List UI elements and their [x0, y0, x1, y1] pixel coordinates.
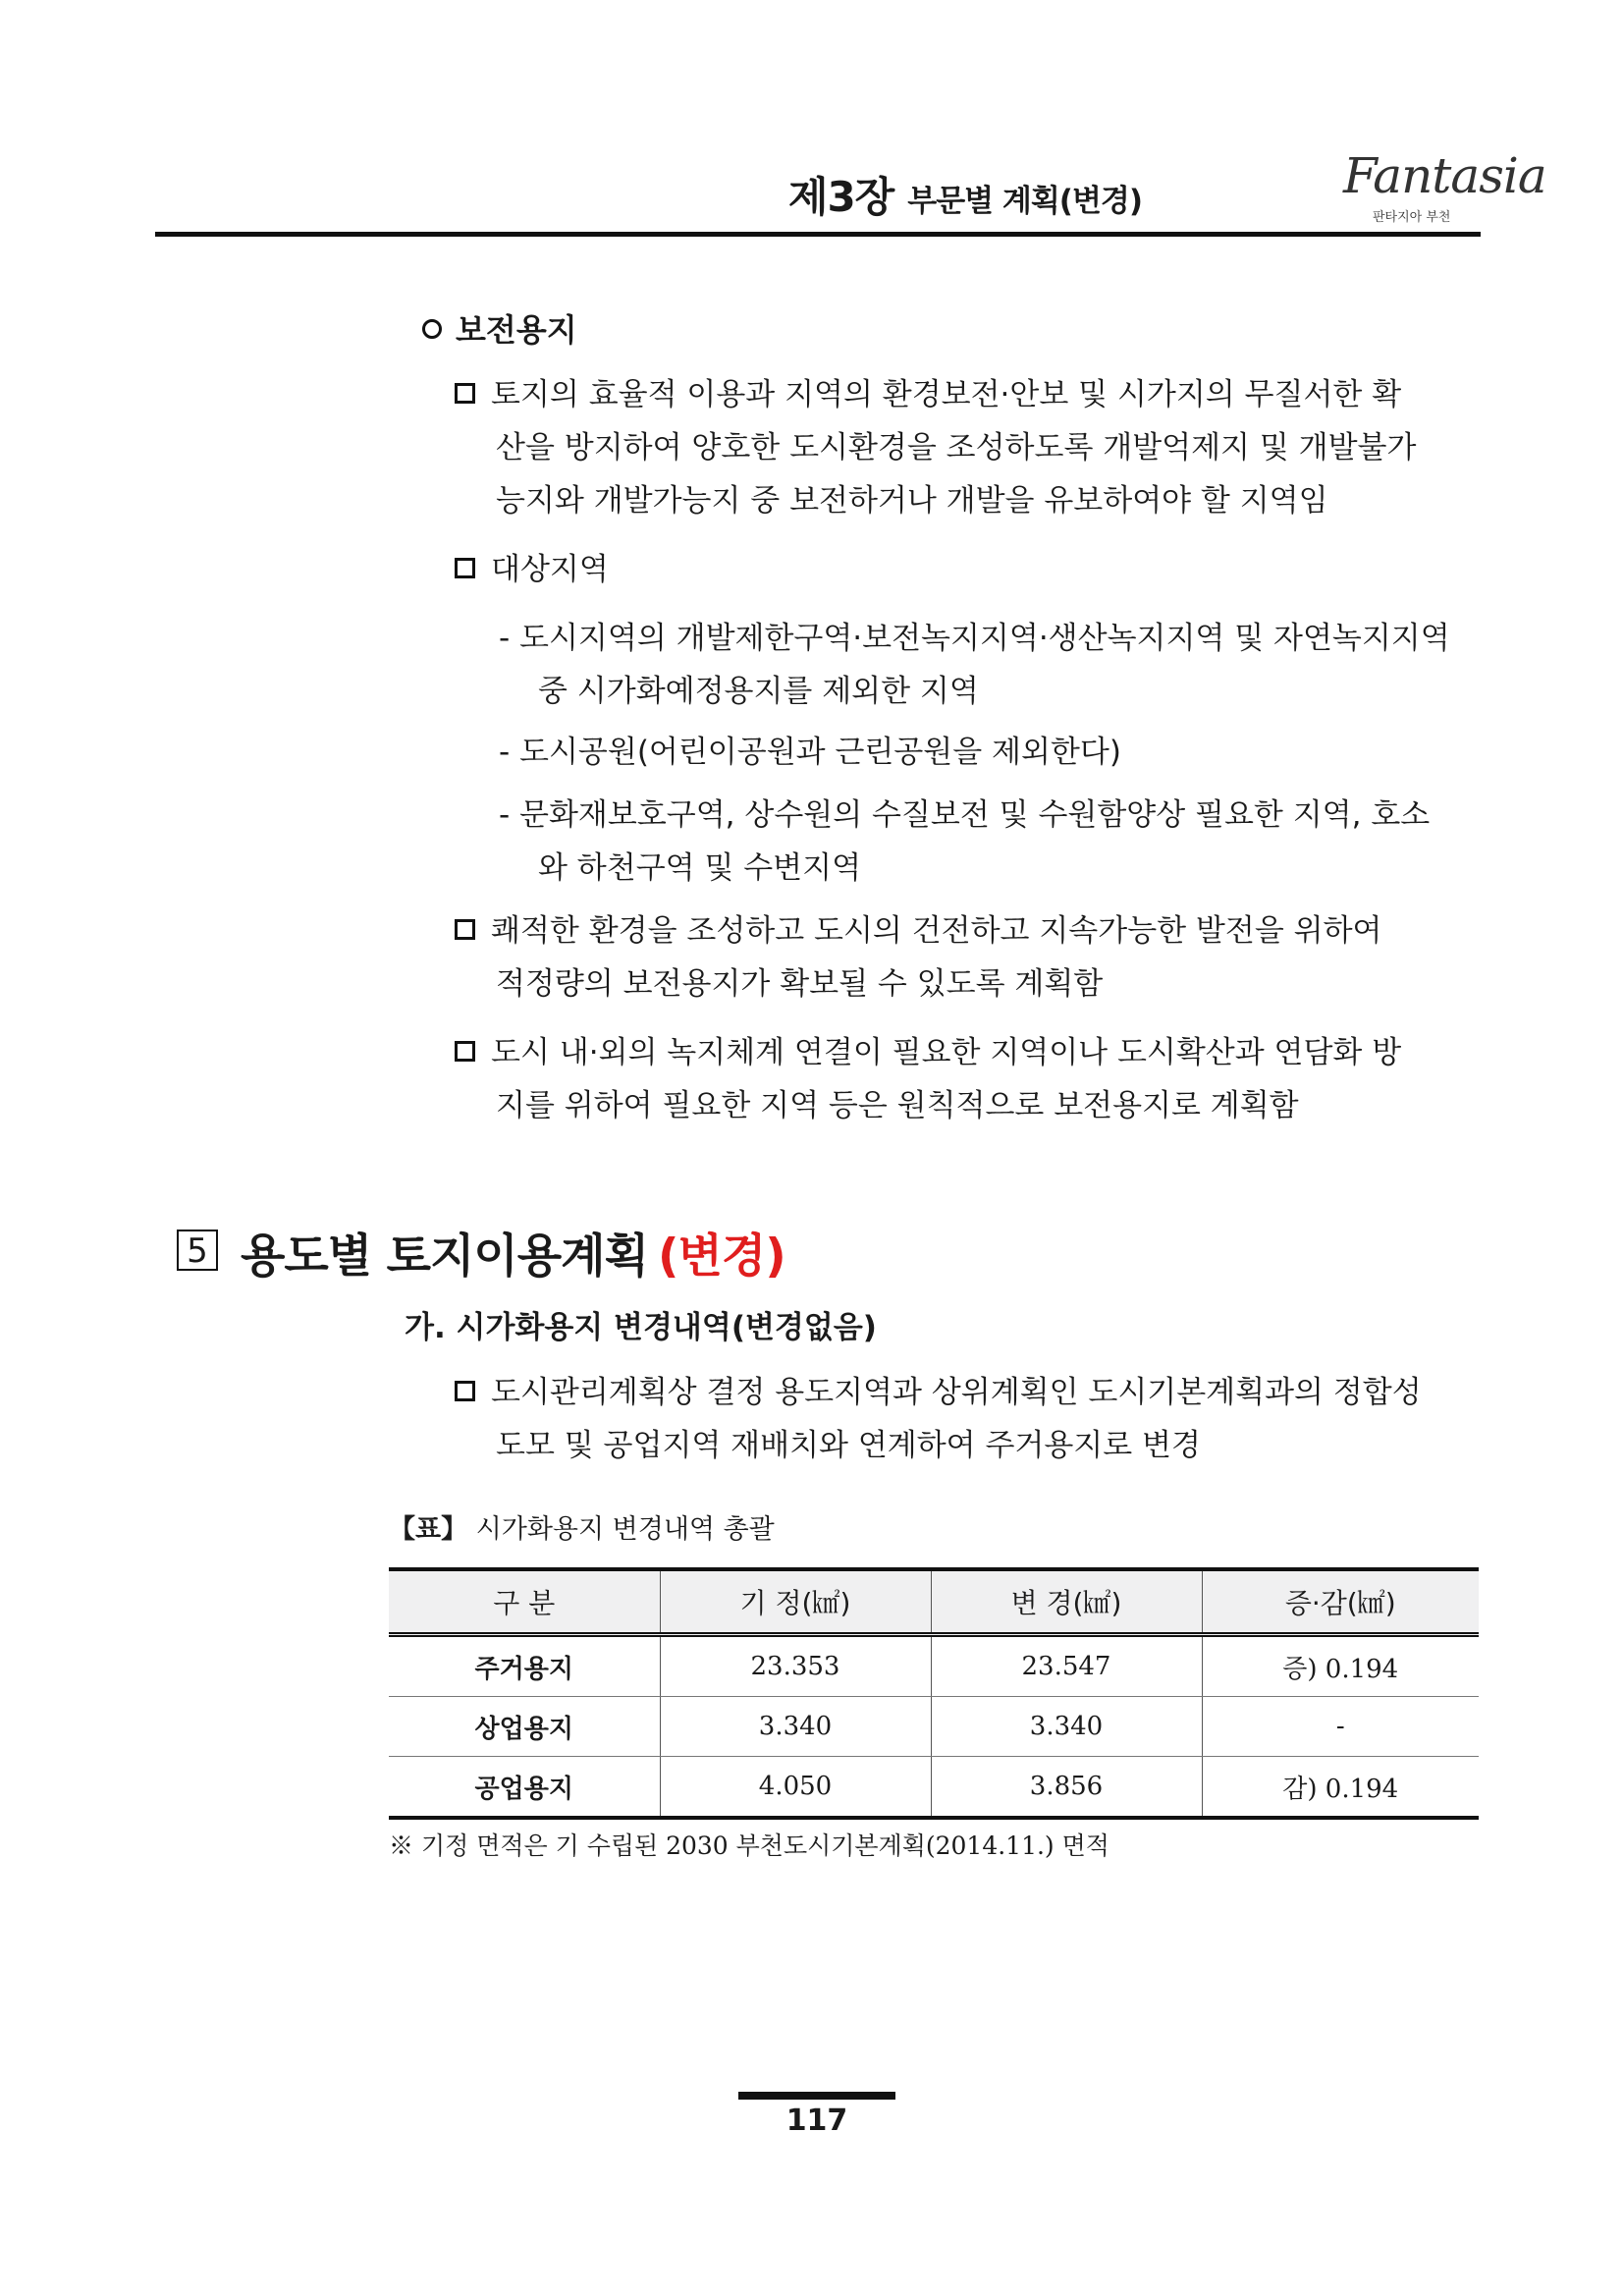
- square-bullet-icon: [455, 558, 475, 578]
- row-label: 주거용지: [389, 1635, 660, 1697]
- square-bullet-icon: [455, 919, 475, 940]
- paragraph-3-line-2: 적정량의 보전용지가 확보될 수 있도록 계획함: [496, 966, 1104, 1002]
- chapter-number: 제3장: [787, 173, 894, 221]
- table-header-row: [389, 1569, 1479, 1635]
- page-number: 117: [785, 2104, 848, 2138]
- table-cell: 증) 0.194: [1202, 1635, 1479, 1697]
- row-label: 상업용지: [389, 1697, 660, 1757]
- table-cell: 3.340: [931, 1697, 1202, 1757]
- chapter-subtitle: 부문별 계획(변경): [907, 184, 1142, 219]
- table-note: ※ 기정 면적은 기 수립된 2030 부천도시기본계획(2014.11.) 면적: [389, 1831, 1109, 1860]
- table-caption: 【표】 시가화용지 변경내역 총괄: [389, 1514, 775, 1545]
- section-paragraph-line-2: 도모 및 공업지역 재배치와 연계하여 주거용지로 변경: [496, 1428, 1201, 1463]
- table-row: [389, 1697, 1479, 1757]
- table-cell: 3.340: [660, 1697, 931, 1757]
- section-title-change: (변경): [657, 1230, 785, 1284]
- subsection-title: 가. 시가화용지 변경내역(변경없음): [405, 1310, 877, 1345]
- column-header: 구 분: [389, 1569, 660, 1635]
- square-bullet-icon: [455, 1381, 475, 1401]
- table-cell: 감) 0.194: [1202, 1757, 1479, 1819]
- paragraph-1-line-3: 능지와 개발가능지 중 보전하거나 개발을 유보하여야 할 지역임: [496, 483, 1328, 519]
- circle-bullet-icon: [422, 319, 442, 339]
- row-label: 공업용지: [389, 1757, 660, 1819]
- table-cell: 3.856: [931, 1757, 1202, 1819]
- paragraph-3-line-1: 쾌적한 환경을 조성하고 도시의 건전하고 지속가능한 발전을 위하여: [455, 913, 1381, 949]
- paragraph-4-line-1: 도시 내·외의 녹지체계 연결이 필요한 지역이나 도시확산과 연담화 방: [455, 1035, 1401, 1070]
- paragraph-1-line-2: 산을 방지하여 양호한 도시환경을 조성하도록 개발억제지 및 개발불가: [496, 430, 1417, 465]
- dash-item-1-line-1: - 도시지역의 개발제한구역·보전녹지지역·생산녹지지역 및 자연녹지지역: [499, 621, 1450, 656]
- paragraph-1-line-1: 토지의 효율적 이용과 지역의 환경보전·안보 및 시가지의 무질서한 확: [455, 377, 1401, 412]
- table-cell: 23.547: [931, 1635, 1202, 1697]
- column-header: 증·감(㎢): [1202, 1569, 1479, 1635]
- column-header: 변 경(㎢): [931, 1569, 1202, 1635]
- land-use-change-table: [389, 1567, 1479, 1820]
- dash-item-1-line-2: 중 시가화예정용지를 제외한 지역: [538, 674, 979, 709]
- table-cell: -: [1202, 1697, 1479, 1757]
- table-row: [389, 1757, 1479, 1819]
- conservation-heading: 보전용지: [422, 312, 577, 348]
- paragraph-4-line-2: 지를 위하여 필요한 지역 등은 원칙적으로 보전용지로 계획함: [496, 1088, 1299, 1123]
- chapter-title: [788, 165, 1142, 224]
- paragraph-2: 대상지역: [455, 552, 609, 587]
- header-rule: [155, 232, 1481, 237]
- section-number-box: 5: [177, 1230, 218, 1271]
- table-caption-tag: 【표】: [389, 1514, 468, 1545]
- logo-subtext: 판타지아 부천: [1373, 210, 1451, 225]
- table-cell: 4.050: [660, 1757, 931, 1819]
- column-header: 기 정(㎢): [660, 1569, 931, 1635]
- fantasia-logo: Fantasia: [1343, 147, 1546, 204]
- dash-item-3-line-2: 와 하천구역 및 수변지역: [538, 850, 862, 886]
- section-paragraph-line-1: 도시관리계획상 결정 용도지역과 상위계획인 도시기본계획과의 정합성: [455, 1375, 1422, 1410]
- square-bullet-icon: [455, 1041, 475, 1062]
- square-bullet-icon: [455, 383, 475, 404]
- section-title: 용도별 토지이용계획 (변경): [241, 1230, 785, 1284]
- table-row: [389, 1635, 1479, 1697]
- table-cell: 23.353: [660, 1635, 931, 1697]
- dash-item-3-line-1: - 문화재보호구역, 상수원의 수질보전 및 수원함양상 필요한 지역, 호소: [499, 797, 1431, 833]
- dash-item-2: - 도시공원(어린이공원과 근린공원을 제외한다): [499, 735, 1121, 770]
- page-number-bar: [738, 2092, 895, 2100]
